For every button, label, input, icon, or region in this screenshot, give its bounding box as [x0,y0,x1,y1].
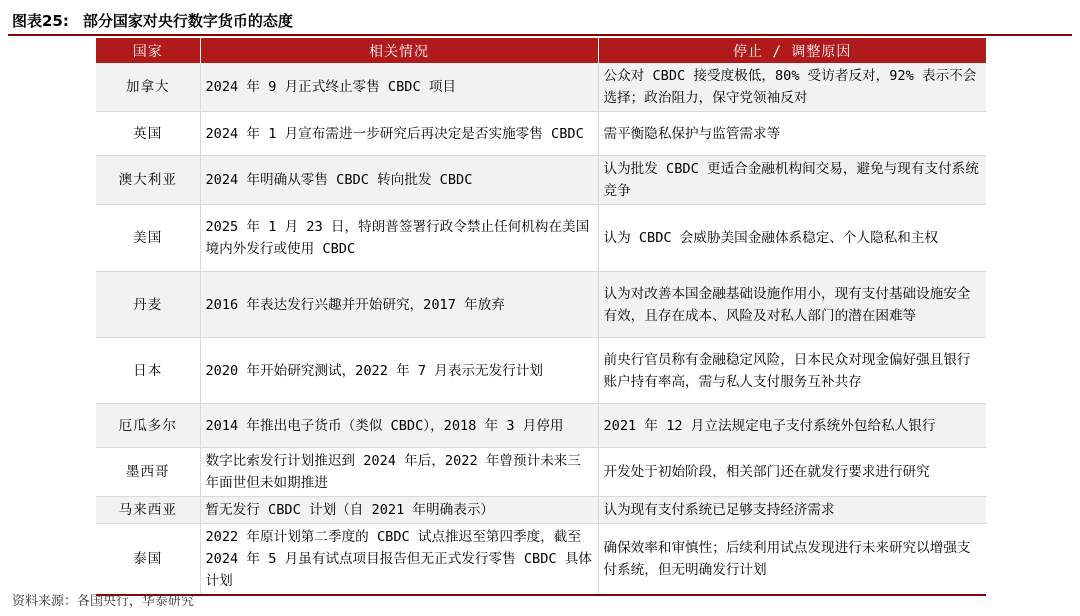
situation-cell: 2025 年 1 月 23 日，特朗普签署行政令禁止任何机构在美国境内外发行或使用 CBDC [200,205,598,272]
table-row [96,338,986,404]
header-situation: 相关情况 [200,38,598,63]
title-rule [8,34,1072,36]
country-cell: 日本 [96,338,200,404]
situation-cell: 暂无发行 CBDC 计划（自 2021 年明确表示） [200,497,598,524]
figure-title-text: 部分国家对央行数字货币的态度 [82,12,293,30]
table-row [96,404,986,448]
country-cell: 加拿大 [96,63,200,112]
country-cell: 厄瓜多尔 [96,404,200,448]
situation-cell: 2024 年明确从零售 CBDC 转向批发 CBDC [200,156,598,205]
figure-label: 图表25: [12,12,69,30]
reason-cell: 需平衡隐私保护与监管需求等 [598,112,986,156]
country-cell: 丹麦 [96,272,200,338]
table-row [96,448,986,497]
table-row [96,205,986,272]
country-cell: 马来西亚 [96,497,200,524]
header-row [96,38,986,63]
country-cell: 泰国 [96,524,200,596]
table-row [96,497,986,524]
header-reason: 停止 / 调整原因 [598,38,986,63]
situation-cell: 2016 年表达发行兴趣并开始研究，2017 年放弃 [200,272,598,338]
table-row [96,524,986,596]
country-cell: 澳大利亚 [96,156,200,205]
table-header [96,38,986,63]
source-note: 资料来源：各国央行，华泰研究 [12,594,195,609]
reason-cell: 公众对 CBDC 接受度极低，80% 受访者反对，92% 表示不会选择；政治阻力，保守党领袖反对 [598,63,986,112]
cbdc-attitude-table [96,38,986,596]
reason-cell: 认为 CBDC 会威胁美国金融体系稳定、个人隐私和主权 [598,205,986,272]
table-row [96,63,986,112]
reason-cell: 开发处于初始阶段，相关部门还在就发行要求进行研究 [598,448,986,497]
reason-cell: 前央行官员称有金融稳定风险，日本民众对现金偏好强且银行账户持有率高，需与私人支付服务互补共存 [598,338,986,404]
reason-cell: 认为批发 CBDC 更适合金融机构间交易，避免与现有支付系统竞争 [598,156,986,205]
country-cell: 美国 [96,205,200,272]
situation-cell: 2022 年原计划第二季度的 CBDC 试点推迟至第四季度，截至 2024 年 5 月虽有试点项目报告但无正式发行零售 CBDC 具体计划 [200,524,598,596]
situation-cell: 数字比索发行计划推迟到 2024 年后，2022 年曾预计未来三年面世但未如期推进 [200,448,598,497]
reason-cell: 确保效率和审慎性；后续利用试点发现进行未来研究以增强支付系统，但无明确发行计划 [598,524,986,596]
header-country: 国家 [96,38,200,63]
table-row [96,156,986,205]
figure-title [12,10,293,32]
country-cell: 英国 [96,112,200,156]
table-body [96,63,986,595]
country-cell: 墨西哥 [96,448,200,497]
situation-cell: 2024 年 9 月正式终止零售 CBDC 项目 [200,63,598,112]
table-row [96,272,986,338]
table-row [96,112,986,156]
reason-cell: 认为现有支付系统已足够支持经济需求 [598,497,986,524]
situation-cell: 2020 年开始研究测试，2022 年 7 月表示无发行计划 [200,338,598,404]
reason-cell: 2021 年 12 月立法规定电子支付系统外包给私人银行 [598,404,986,448]
situation-cell: 2014 年推出电子货币（类似 CBDC），2018 年 3 月停用 [200,404,598,448]
reason-cell: 认为对改善本国金融基础设施作用小，现有支付基础设施安全有效，且存在成本、风险及对私人部门的潜在困难等 [598,272,986,338]
situation-cell: 2024 年 1 月宣布需进一步研究后再决定是否实施零售 CBDC [200,112,598,156]
